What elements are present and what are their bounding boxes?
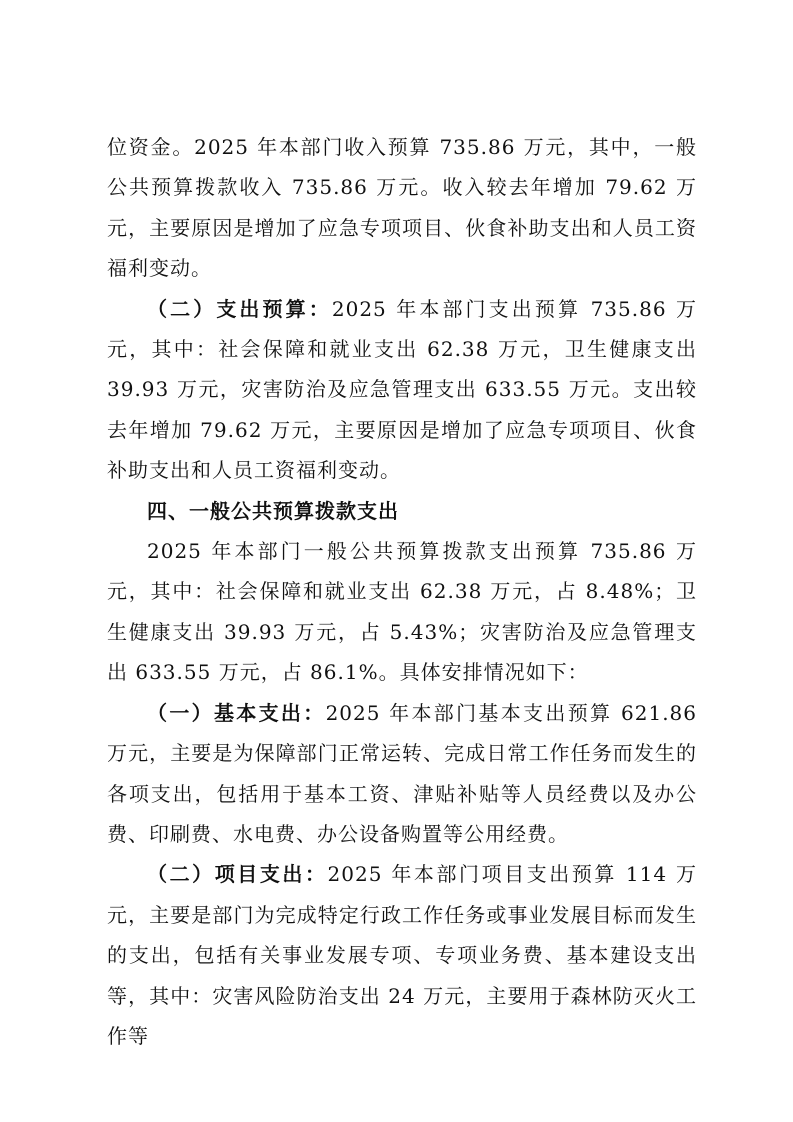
general-public-budget-text: 2025 年本部门一般公共预算拨款支出预算 735.86 万元，其中：社会保障和就业支出 62.38 万元，占 8.48%；卫生健康支出 39.93 万元，占 5.43%；灾害防治及应急管理支出 633.55 万元，占 86.1%。具体安排情况如下：: [107, 539, 697, 685]
paragraph-general-public-budget: [107, 531, 697, 693]
paragraph-expenditure-budget: [107, 289, 697, 491]
section-heading-4-text: 四、一般公共预算拨款支出: [147, 498, 399, 523]
income-budget-text: 位资金。2025 年本部门收入预算 735.86 万元，其中，一般公共预算拨款收入 735.86 万元。收入较去年增加 79.62 万元，主要原因是增加了应急专项项目、伙食补助支出和人员工资福利变动。: [107, 135, 697, 281]
paragraph-income-budget: [107, 127, 697, 289]
project-expenditure-text: 2025 年本部门项目支出预算 114 万元，主要是部门为完成特定行政工作任务或事业发展目标而发生的支出，包括有关事业发展专项、专项业务费、基本建设支出等，其中：灾害风险防治支出 24 万元，主要用于森林防灭火工作等: [107, 862, 697, 1048]
paragraph-basic-expenditure: [107, 693, 697, 855]
section-heading-4: [107, 491, 697, 531]
expenditure-budget-text: 2025 年本部门支出预算 735.86 万元，其中：社会保障和就业支出 62.38 万元，卫生健康支出 39.93 万元，灾害防治及应急管理支出 633.55 万元。支出较去年增加 79.62 万元，主要原因是增加了应急专项项目、伙食补助支出和人员工资福利变动。: [107, 296, 698, 483]
document-body: [107, 127, 697, 1056]
basic-expenditure-text: 2025 年本部门基本支出预算 621.86 万元，主要是为保障部门正常运转、完成日常工作任务而发生的各项支出，包括用于基本工资、津贴补贴等人员经费以及办公费、印刷费、水电费、办公设备购置等公用经费。: [107, 700, 697, 846]
project-expenditure-label: （二）项目支出：: [147, 862, 328, 887]
basic-expenditure-label: （一）基本支出：: [147, 700, 326, 725]
paragraph-project-expenditure: [107, 854, 697, 1056]
expenditure-budget-label: （二）支出预算：: [147, 296, 332, 321]
